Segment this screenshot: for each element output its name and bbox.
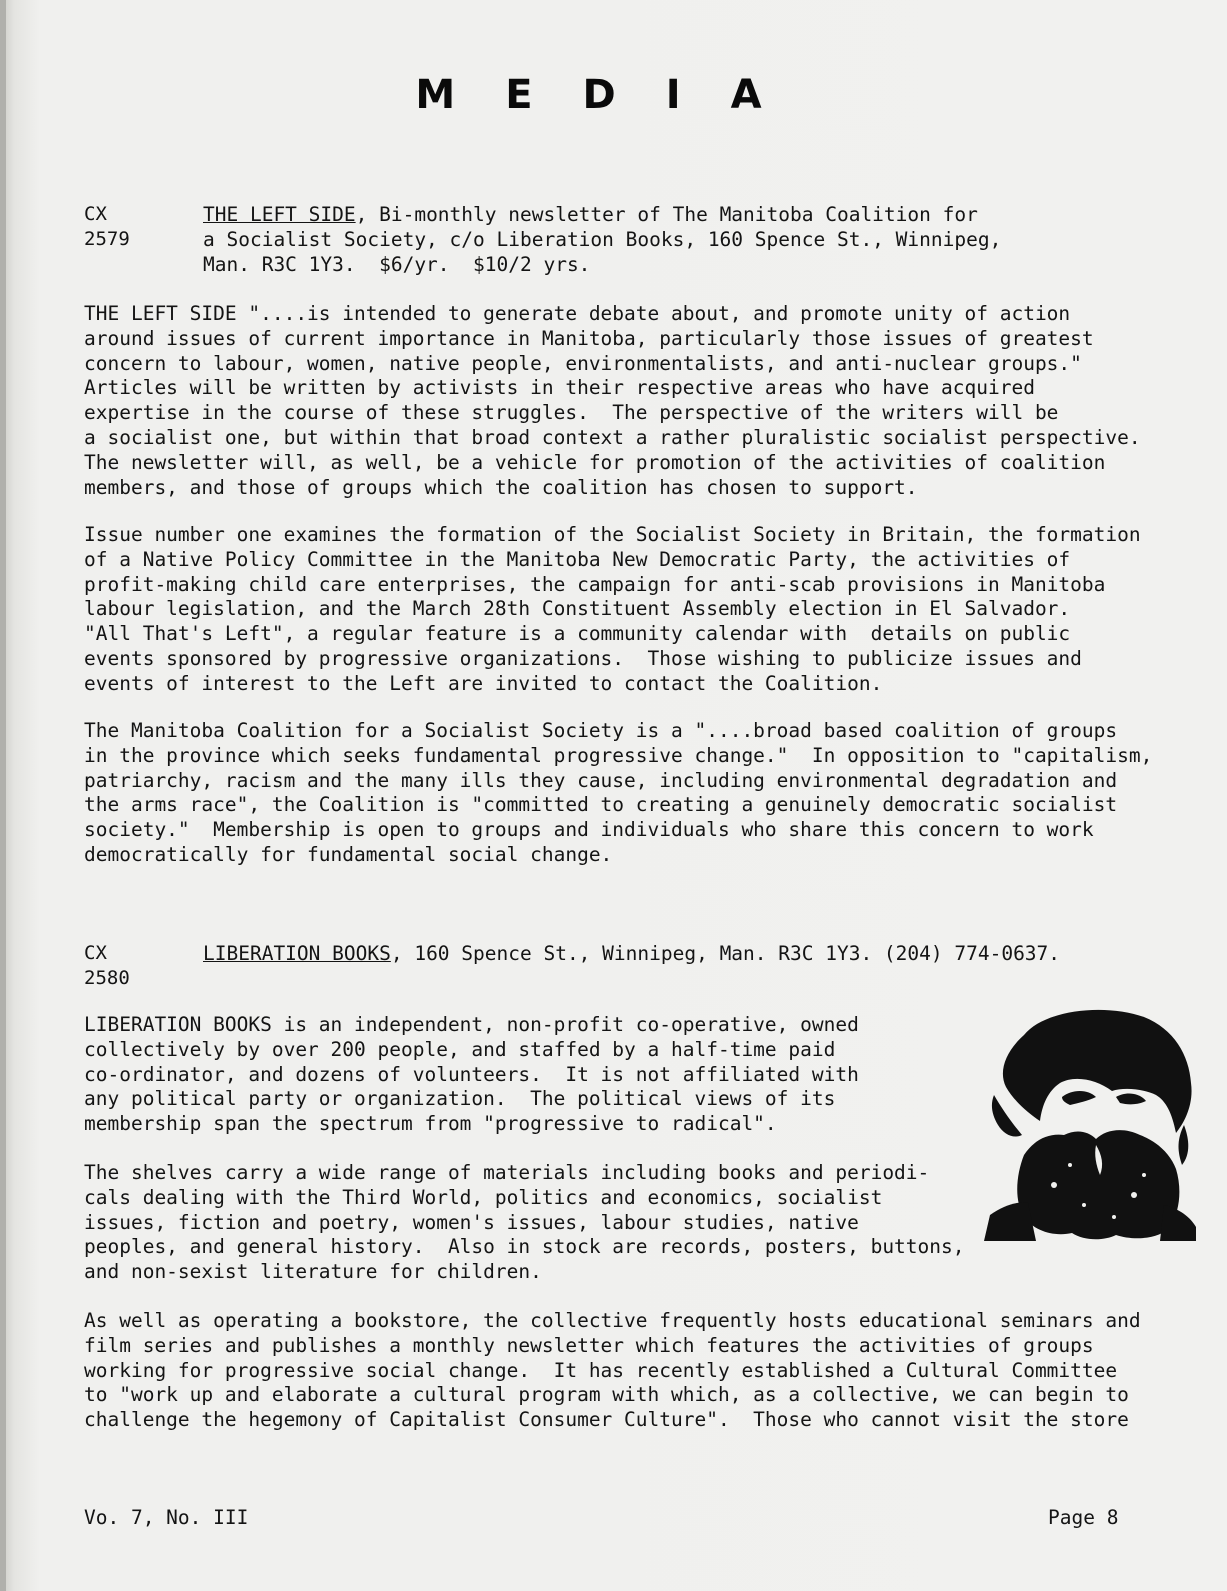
entry-2-paragraph-1: LIBERATION BOOKS is an independent, non-profit co-operative, owned collectively by over 200 people, and staffed by a half-time paid co-ordinator, and dozens of volunteers. It is not affiliated with any political party or organization. The political views of its membership span the spectrum from "progressive to radical".	[84, 1013, 859, 1136]
page-title: MEDIA	[415, 72, 812, 118]
entry-1-paragraph-3: The Manitoba Coalition for a Socialist Society is a "....broad based coalition of groups in the province which seeks fundamental progressive change." In opposition to "capitalism, patriarchy, racism and the many ills they cause, including environmental degradation and the arms race", the Coalition is "committed to creating a genuinely democratic socialist society." Membership is open to groups and individuals who share this concern to work democratically for fundamental social change.	[84, 719, 1153, 866]
entry-2-paragraph-3: As well as operating a bookstore, the collective frequently hosts educational seminars and film series and publishes a monthly newsletter which features the activities of groups working for progressive social change. It has recently established a Cultural Committee to "work up and elaborate a cultural program with which, as a collective, we can begin to challenge the hegemony of Capitalist Consumer Culture". Those who cannot visit the store	[84, 1309, 1141, 1432]
entry-title: THE LEFT SIDE	[203, 203, 356, 226]
entry-header-liberation-books: LIBERATION BOOKS, 160 Spence St., Winnipeg, Man. R3C 1Y3. (204) 774-0637.	[203, 942, 1061, 965]
entry-title: LIBERATION BOOKS	[203, 942, 391, 965]
binding-edge	[0, 0, 6, 1591]
entry-header-the-left-side: THE LEFT SIDE, Bi-monthly newsletter of The Manitoba Coalition for a Socialist Society, c/o Liberation Books, 160 Spence St., Winnipeg, Man. R3C 1Y3. $6/yr. $10/2 yrs.	[203, 203, 1002, 276]
issue-volume: Vo. 7, No. III	[84, 1506, 249, 1529]
entry-code-cx-2580: CX 2580	[84, 942, 130, 989]
entry-2-paragraph-2: The shelves carry a wide range of materials including books and periodi- cals dealing with the Third World, politics and economics, socialist issues, fiction and poetry, women's issues, labour studies, native peoples, and general history. Also in stock are records, posters, buttons, and non-sexist literature for children.	[84, 1161, 965, 1284]
entry-1-paragraph-1: THE LEFT SIDE "....is intended to generate debate about, and promote unity of action around issues of current importance in Manitoba, particularly those issues of greatest concern to labour, women, native people, environmentalists, and anti-nuclear groups." Articles will be written by activists in their respective areas who have acquired expertise in the course of these struggles. The perspective of the writers will be a socialist one, but within that broad context a rather pluralistic socialist perspective. The newsletter will, as well, be a vehicle for promotion of the activities of coalition members, and those of groups which the coalition has chosen to support.	[84, 302, 1141, 499]
portrait-illustration	[984, 1005, 1198, 1241]
entry-code-cx-2579: CX 2579	[84, 203, 130, 250]
page-number: Page 8	[1048, 1506, 1119, 1529]
entry-1-paragraph-2: Issue number one examines the formation of the Socialist Society in Britain, the formation of a Native Policy Committee in the Manitoba New Democratic Party, the activities of profit-making child care enterprises, the campaign for anti-scab provisions in Manitoba labour legislation, and the March 28th Constituent Assembly election in El Salvador. "All That's Left", a regular feature is a community calendar with details on public events sponsored by progressive organizations. Those wishing to publicize issues and events of interest to the Left are invited to contact the Coalition.	[84, 523, 1141, 695]
